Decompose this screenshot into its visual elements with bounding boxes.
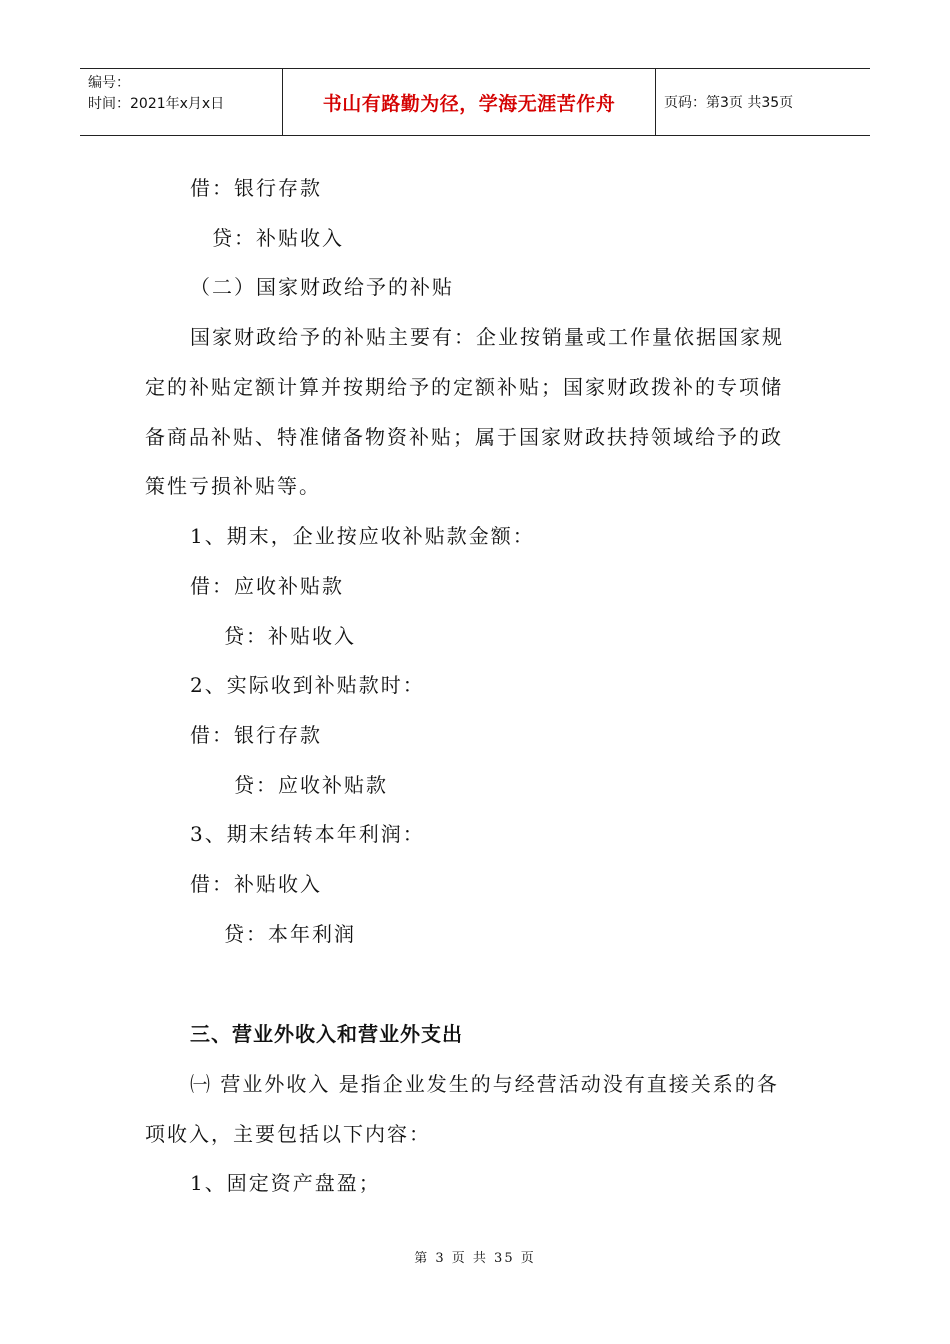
- header-motto: 书山有路勤为径，学海无涯苦作舟: [282, 69, 656, 135]
- body-line: 借：银行存款: [190, 723, 322, 747]
- body-line: 2、实际收到补贴款时：: [190, 673, 425, 697]
- section-heading: 三、营业外收入和营业外支出: [190, 1022, 463, 1046]
- body-line: 项收入，主要包括以下内容：: [145, 1122, 431, 1146]
- body-line: 备商品补贴、特准储备物资补贴；属于国家财政扶持领域给予的政: [145, 425, 783, 449]
- body-line: 贷：本年利润: [224, 922, 356, 946]
- header-number-label: 编号：: [88, 75, 130, 91]
- body-line: ㈠ 营业外收入 是指企业发生的与经营活动没有直接关系的各: [190, 1072, 779, 1096]
- body-line: 国家财政给予的补贴主要有：企业按销量或工作量依据国家规: [190, 325, 784, 349]
- body-line: 借：应收补贴款: [190, 574, 344, 598]
- body-line: 贷：补贴收入: [212, 226, 344, 250]
- page-footer: 第 3 页 共 35 页: [414, 1251, 536, 1266]
- section-heading: （二）国家财政给予的补贴: [190, 275, 454, 299]
- body-line: 贷：补贴收入: [224, 624, 356, 648]
- header-time-label: 时间：2021年x月x日: [88, 96, 225, 112]
- body-line: 借：补贴收入: [190, 872, 322, 896]
- body-line: 贷：应收补贴款: [234, 773, 388, 797]
- body-line: 1、期末，企业按应收补贴款金额：: [190, 524, 535, 548]
- body-line: 借：银行存款: [190, 176, 322, 200]
- body-line: 1、固定资产盘盈；: [190, 1171, 381, 1195]
- body-line: 定的补贴定额计算并按期给予的定额补贴；国家财政拨补的专项储: [145, 375, 783, 399]
- header-page-info: 页码：第3页 共35页: [664, 95, 794, 111]
- header-meta: [80, 69, 282, 135]
- body-line: 策性亏损补贴等。: [145, 474, 321, 498]
- body-line: 3、期末结转本年利润：: [190, 822, 425, 846]
- page-header: [80, 68, 870, 136]
